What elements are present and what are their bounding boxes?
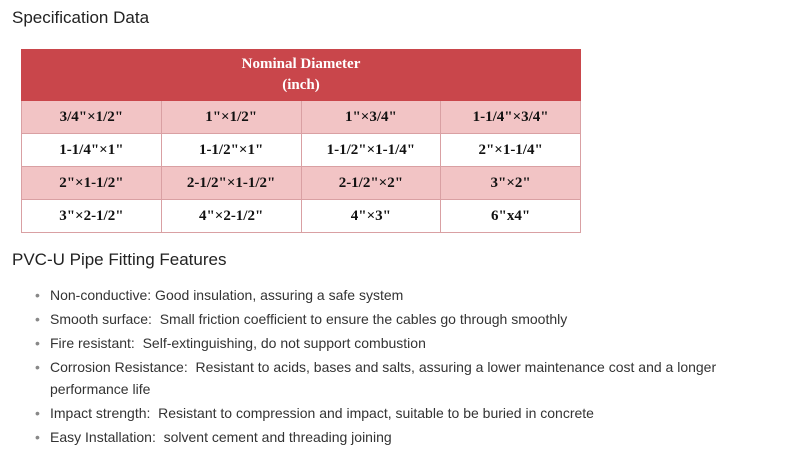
feature-text: Corrosion Resistance: Resistant to acids, bases and salts, assuring a lower maintenance cost and a longer performance life <box>50 359 721 397</box>
bullet-icon: • <box>35 429 40 445</box>
bullet-icon: • <box>35 335 40 351</box>
table-header-row <box>22 50 581 101</box>
table-header-cell <box>22 50 581 101</box>
list-item <box>34 284 786 306</box>
table-cell: 2-1/2"×2" <box>301 167 441 200</box>
table-cell: 6"x4" <box>441 200 581 233</box>
header-unit: (inch) <box>282 77 320 93</box>
table-cell: 2"×1-1/2" <box>22 167 162 200</box>
bullet-icon: • <box>35 287 40 303</box>
nominal-diameter-table <box>21 49 581 233</box>
table-row <box>22 101 581 134</box>
feature-text: Easy Installation: solvent cement and threading joining <box>50 429 392 445</box>
table-cell: 1-1/2"×1-1/4" <box>301 134 441 167</box>
table-cell: 4"×2-1/2" <box>161 200 301 233</box>
bullet-icon: • <box>35 311 40 327</box>
table-cell: 3/4"×1/2" <box>22 101 162 134</box>
table-cell: 1"×3/4" <box>301 101 441 134</box>
table-cell: 1-1/4"×1" <box>22 134 162 167</box>
table-cell: 2-1/2"×1-1/2" <box>161 167 301 200</box>
table-cell: 4"×3" <box>301 200 441 233</box>
features-title: PVC-U Pipe Fitting Features <box>12 250 227 269</box>
list-item <box>34 308 786 330</box>
table-cell: 3"×2-1/2" <box>22 200 162 233</box>
list-item <box>34 332 786 354</box>
table-row <box>22 200 581 233</box>
feature-text: Impact strength: Resistant to compression and impact, suitable to be buried in concrete <box>50 405 594 421</box>
header-title: Nominal Diameter <box>241 56 361 72</box>
table-cell: 3"×2" <box>441 167 581 200</box>
feature-text: Fire resistant: Self-extinguishing, do not support combustion <box>50 335 426 351</box>
list-item <box>34 402 786 424</box>
list-item <box>34 356 786 400</box>
table-row <box>22 134 581 167</box>
specification-title: Specification Data <box>12 8 150 27</box>
table-cell: 1"×1/2" <box>161 101 301 134</box>
table-cell: 1-1/2"×1" <box>161 134 301 167</box>
table-cell: 2"×1-1/4" <box>441 134 581 167</box>
table-row <box>22 167 581 200</box>
table-cell: 1-1/4"×3/4" <box>441 101 581 134</box>
features-list <box>34 284 786 450</box>
feature-text: Smooth surface: Small friction coefficient to ensure the cables go through smoothly <box>50 311 568 327</box>
feature-text: Non-conductive: Good insulation, assuring a safe system <box>50 287 404 303</box>
bullet-icon: • <box>35 359 40 375</box>
list-item <box>34 426 786 448</box>
bullet-icon: • <box>35 405 40 421</box>
